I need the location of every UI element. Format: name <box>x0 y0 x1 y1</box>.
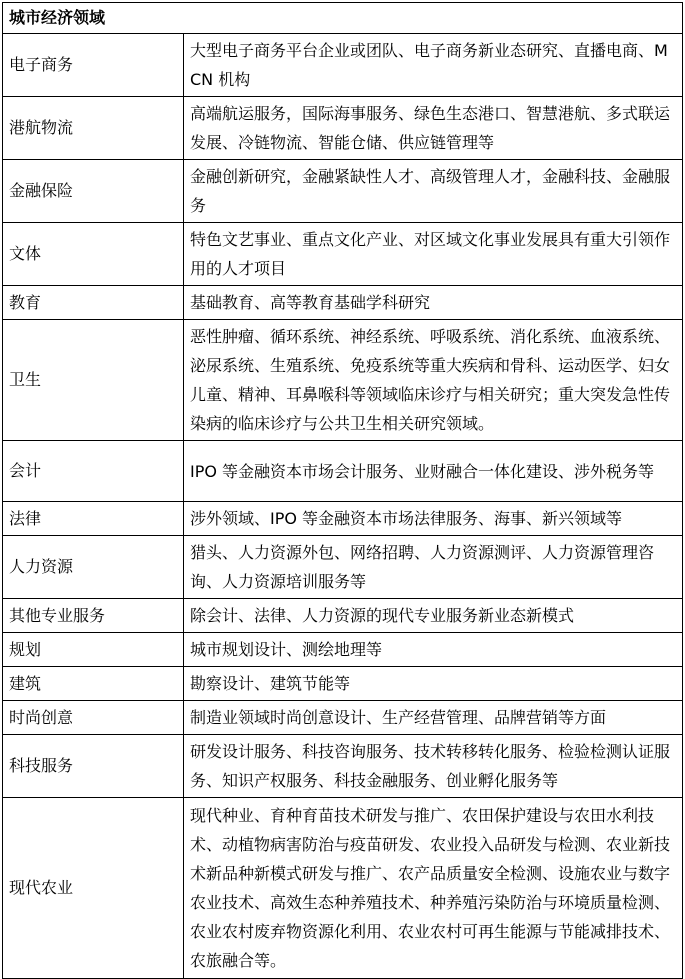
row-description: 现代种业、育种育苗技术研发与推广、农田保护建设与农田水利技术、动植物病害防治与疫苗研发、农业投入品研发与检测、农业新技术新品种新模式研发与推广、农产品质量安全检测、设施农业与数字农业技术、高效生态种养殖技术、种养殖污染防治与环境质量检测、农业农村废弃物资源化利用、农业农村可再生能源与节能减排技术、农旅融合等。 <box>184 798 683 979</box>
row-field: 人力资源 <box>3 536 184 599</box>
row-description: 城市规划设计、测绘地理等 <box>184 633 683 667</box>
row-description: 大型电子商务平台企业或团队、电子商务新业态研究、直播电商、MCN 机构 <box>184 34 683 97</box>
table-row <box>3 223 683 286</box>
table-row <box>3 798 683 979</box>
row-field: 现代农业 <box>3 798 184 979</box>
row-field: 教育 <box>3 286 184 320</box>
row-description: 勘察设计、建筑节能等 <box>184 667 683 701</box>
row-field: 规划 <box>3 633 184 667</box>
row-field: 会计 <box>3 441 184 502</box>
table-row <box>3 735 683 798</box>
row-description: 除会计、法律、人力资源的现代专业服务新业态新模式 <box>184 599 683 633</box>
row-field: 卫生 <box>3 320 184 441</box>
row-description: 研发设计服务、科技咨询服务、技术转移转化服务、检验检测认证服务、知识产权服务、科技金融服务、创业孵化服务等 <box>184 735 683 798</box>
row-field: 港航物流 <box>3 97 184 160</box>
table-row <box>3 502 683 536</box>
table-row <box>3 599 683 633</box>
table-title: 城市经济领域 <box>3 3 683 34</box>
table-row <box>3 160 683 223</box>
row-description: 涉外领域、IPO 等金融资本市场法律服务、海事、新兴领域等 <box>184 502 683 536</box>
table-row <box>3 97 683 160</box>
row-field: 电子商务 <box>3 34 184 97</box>
row-field: 法律 <box>3 502 184 536</box>
row-description: IPO 等金融资本市场会计服务、业财融合一体化建设、涉外税务等 <box>184 441 683 502</box>
table-row <box>3 633 683 667</box>
table-row <box>3 320 683 441</box>
row-description: 猎头、人力资源外包、网络招聘、人力资源测评、人力资源管理咨询、人力资源培训服务等 <box>184 536 683 599</box>
table-row <box>3 701 683 735</box>
row-field: 金融保险 <box>3 160 184 223</box>
row-field: 其他专业服务 <box>3 599 184 633</box>
row-description: 制造业领域时尚创意设计、生产经营管理、品牌营销等方面 <box>184 701 683 735</box>
table-header-row <box>3 3 683 34</box>
row-description: 基础教育、高等教育基础学科研究 <box>184 286 683 320</box>
table-row <box>3 441 683 502</box>
economic-fields-table <box>2 2 683 979</box>
row-description: 金融创新研究，金融紧缺性人才、高级管理人才，金融科技、金融服务 <box>184 160 683 223</box>
row-description: 恶性肿瘤、循环系统、神经系统、呼吸系统、消化系统、血液系统、泌尿系统、生殖系统、免疫系统等重大疾病和骨科、运动医学、妇女儿童、精神、耳鼻喉科等领域临床诊疗与相关研究；重大突发急性传染病的临床诊疗与公共卫生相关研究领域。 <box>184 320 683 441</box>
row-field: 科技服务 <box>3 735 184 798</box>
table-row <box>3 536 683 599</box>
row-field: 文体 <box>3 223 184 286</box>
row-description: 特色文艺事业、重点文化产业、对区域文化事业发展具有重大引领作用的人才项目 <box>184 223 683 286</box>
row-field: 建筑 <box>3 667 184 701</box>
table-row <box>3 34 683 97</box>
table-row <box>3 667 683 701</box>
row-field: 时尚创意 <box>3 701 184 735</box>
table-row <box>3 286 683 320</box>
row-description: 高端航运服务，国际海事服务、绿色生态港口、智慧港航、多式联运发展、冷链物流、智能仓储、供应链管理等 <box>184 97 683 160</box>
